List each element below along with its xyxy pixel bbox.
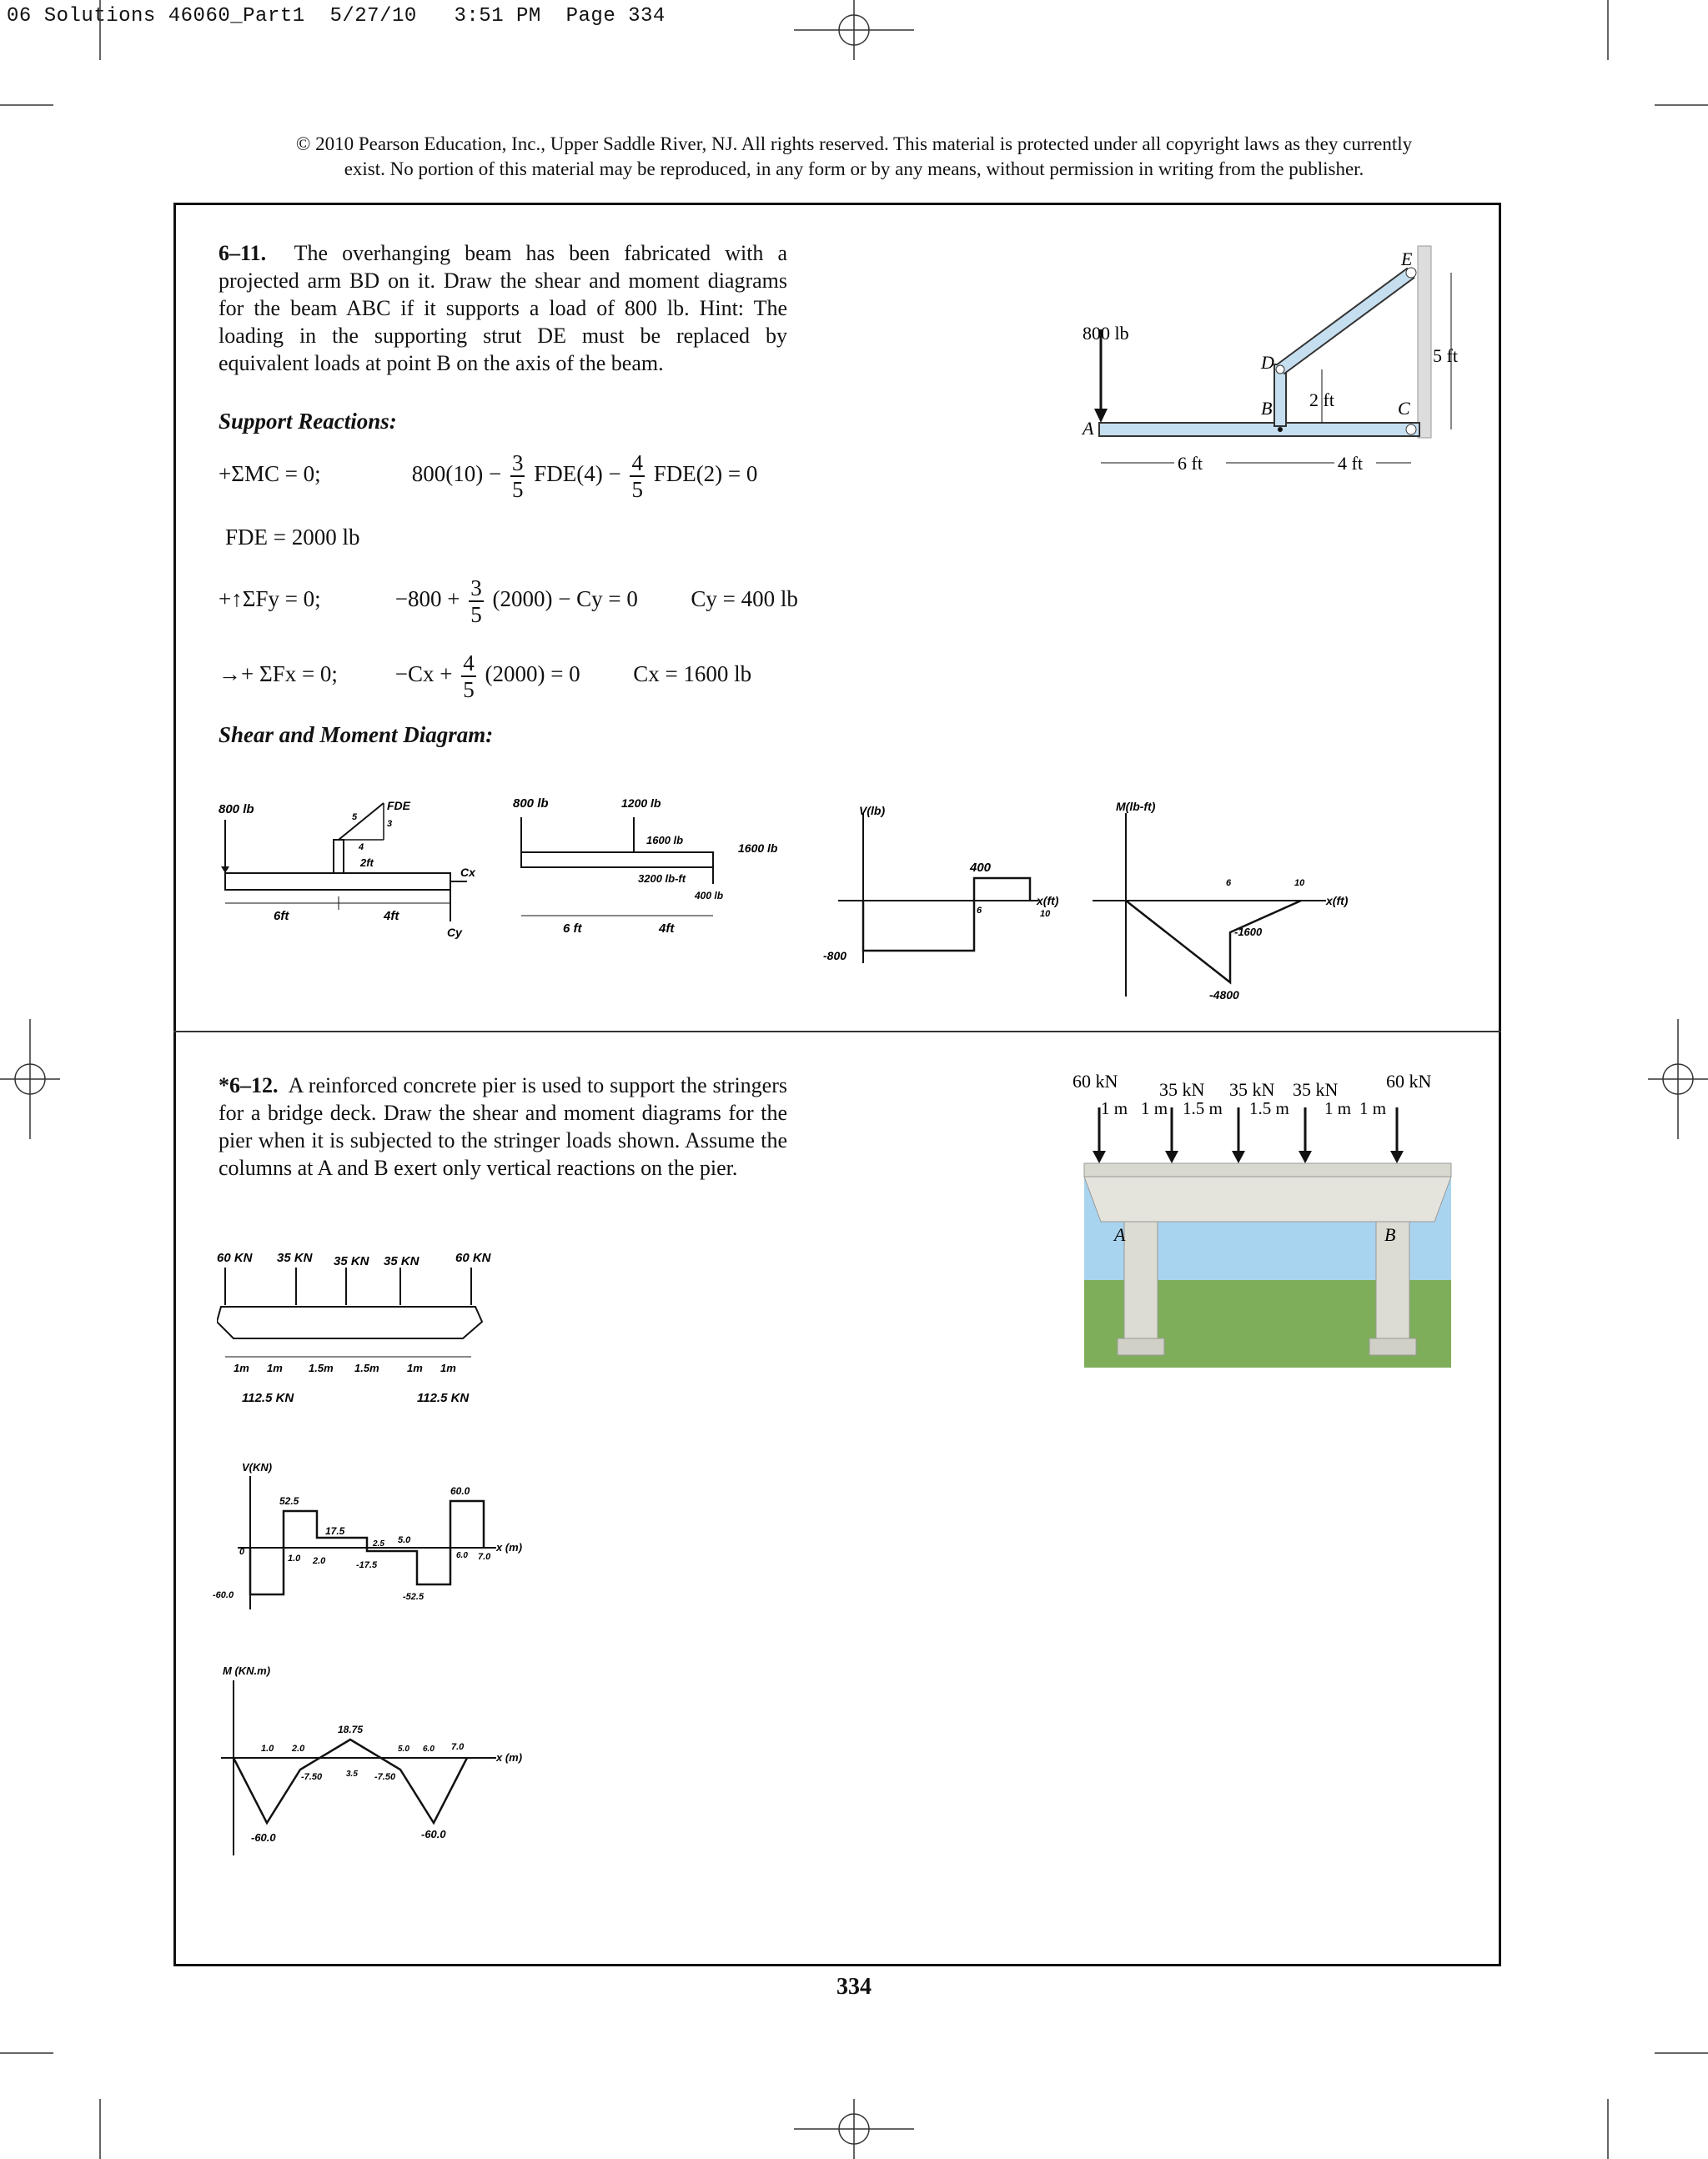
fbd612-load-5: 60 KN [455,1251,491,1265]
pier-dim-3: 1.5 m [1183,1098,1223,1118]
problem-611-text: The overhanging beam has been fabricated with a projected arm BD on it. Draw the shear and moment diagrams for the beam ABC if it supports a load of 800 lb. Hint: The loading in the supporting strut DE must be replaced by equivalent loads at point B on the axis of the beam. [219,241,787,375]
shear611-x6: 6 [977,906,982,916]
fbd612-dim-4: 1.5m [354,1362,379,1374]
fbd2-load: 800 lb [513,796,549,811]
fbd1-load-label: 800 lb [219,802,254,816]
moment611-xlabel: x(ft) [1326,894,1349,907]
fbd612-dim-6: 1m [440,1362,456,1374]
fbd612-load-1: 60 KN [217,1251,253,1265]
eq3-label: +↑ΣFy = 0; [219,586,321,612]
fbd612-load-2: 35 KN [277,1251,313,1265]
eq4-f-den: 5 [463,677,475,702]
problem-611-number: 6–11. [219,241,267,265]
load-label: 800 lb [1083,323,1129,344]
page-number: 334 [836,1974,872,2000]
shear611-ylabel: V(lb) [859,804,886,817]
fbd1-force-label: FDE [387,799,410,812]
fbd1-dim-6: 6ft [274,909,289,923]
shear612-l6: 0 [239,1547,245,1557]
equation-sum-fx [219,650,751,702]
fbd1-arm [334,840,344,873]
moment612-l4: 5.0 [398,1745,409,1754]
eq3-result: Cy = 400 lb [691,586,798,612]
pier-load-heads [1093,1151,1404,1163]
wall [1418,246,1431,438]
fbd2-dim-6: 6 ft [563,921,582,936]
fbd2-dim-4: 4ft [659,921,675,936]
eq4-label: →+ ΣFx = 0; [219,661,338,687]
moment612-l11: -60.0 [421,1828,446,1840]
pier-dim-5: 1 m [1324,1098,1352,1118]
label-a: A [1083,418,1094,439]
fbd-612-pier [217,1247,492,1413]
moment612-l3: 18.75 [338,1724,364,1735]
dim-6: 6 ft [1178,453,1203,474]
shear611-v-pos: 400 [970,861,992,875]
problem-612-text: A reinforced concrete pier is used to support the stringers for a bridge deck. Draw the shear and moment diagrams for the pier when it is subjected to the stringer loads shown. Assume the columns at A and B exert only vertical reactions on the pier. [219,1073,787,1180]
shear612-l10: 6.0 [456,1551,468,1560]
moment612-xlabel: x (m) [496,1751,523,1764]
eq3-fraction [469,575,484,627]
moment612-l1: 1.0 [261,1744,274,1754]
moment612-l9: -7.50 [374,1772,396,1782]
column-a [1124,1222,1158,1338]
fbd612-dim-5: 1m [407,1362,423,1374]
beam-abc [1099,423,1419,436]
pier-cap [1084,1177,1451,1222]
moment-diagram-612 [213,1659,546,1860]
eq4-part-b: (2000) = 0 [485,661,580,687]
eq1-fraction-2 [630,450,645,502]
fbd612-reaction-right: 112.5 KN [417,1391,470,1405]
strut-de [1280,273,1411,369]
footing-a [1118,1338,1164,1355]
label-e: E [1401,249,1413,269]
eq1-part-a: 800(10) − [411,461,502,487]
fbd1-beam [225,873,450,890]
equation-moment-c [219,450,757,502]
shear-diagram-612 [213,1451,546,1626]
label-c: C [1398,398,1410,419]
fbd1-ratio-5: 5 [352,812,358,822]
shear611-v-neg: -800 [823,949,847,962]
equation-sum-fy [219,575,798,627]
shear611-xlabel: x(ft) [1037,894,1059,907]
shear612-l3: 2.5 [373,1539,384,1549]
moment611-m2: -1600 [1234,926,1263,938]
moment612-l10: -60.0 [251,1831,276,1844]
eq3-f-num: 3 [470,575,482,600]
pier-dim-6: 1 m [1359,1098,1387,1118]
fbd2-horiz: 1600 lb [646,834,684,846]
copyright-line-1: © 2010 Pearson Education, Inc., Upper Saddle River, NJ. All rights reserved. This material is protected under all copyright laws as they currently [295,133,1413,154]
fbd1-force-line [339,803,384,840]
moment612-l8: 3.5 [346,1770,358,1779]
eq4-f-num: 4 [463,650,475,675]
pier-dim-4: 1.5 m [1249,1098,1289,1118]
fbd1-dim-4: 4ft [384,909,399,923]
moment612-ylabel: M (KN.m) [223,1664,271,1677]
shear612-xlabel: x (m) [496,1541,523,1554]
eq1-part-b: FDE(4) − [534,461,621,487]
eq4-fraction [461,650,476,702]
fbd612-reaction-left: 112.5 KN [242,1391,294,1405]
fbd-611-equivalent [513,792,796,951]
problem-611-statement [219,239,787,377]
shear612-l13: -52.5 [403,1592,424,1602]
eq1-f1-den: 5 [511,477,524,502]
shear612-l7: 1.0 [288,1554,301,1564]
pier-label-a: A [1114,1224,1126,1245]
label-b: B [1261,398,1273,419]
fbd612-load-arrows [225,1268,471,1305]
moment612-l7: -7.50 [301,1772,323,1782]
moment611-curve [1126,901,1301,982]
moment611-x6: 6 [1226,878,1232,888]
dim-2: 2 ft [1309,389,1334,410]
eq3-f-den: 5 [470,602,482,627]
label-d: D [1261,352,1274,373]
fbd2-moment: 3200 lb-ft [638,872,686,885]
fbd2-down: 400 lb [695,890,724,901]
fbd612-dim-3: 1.5m [309,1362,334,1374]
moment611-ylabel: M(lb-ft) [1116,800,1156,813]
shear612-l2: 17.5 [325,1525,345,1537]
shear612-l9: -17.5 [356,1560,378,1570]
eq1-label: +ΣMC = 0; [219,461,321,487]
fbd612-load-4: 35 KN [384,1254,419,1268]
shear-diagram-611 [821,796,1072,980]
pin-c [1406,424,1416,434]
eq1-f1-num: 3 [511,450,524,475]
pier-load-4: 35 kN [1293,1079,1339,1100]
fbd2-right: 1600 lb [738,841,778,855]
pier-dim-2: 1 m [1141,1098,1168,1118]
fbd612-pier-shape [217,1307,482,1338]
moment612-l2: 2.0 [292,1744,305,1754]
load-arrow-head [1094,409,1108,423]
shear612-l8: 2.0 [313,1556,326,1566]
pier-label-b: B [1384,1224,1396,1245]
shear612-l4: 5.0 [398,1535,411,1545]
eq4-part-a: −Cx + [394,661,453,687]
fbd1-ratio-4: 4 [359,842,364,852]
problem-612-statement [219,1072,787,1182]
moment612-l6: 7.0 [451,1742,465,1752]
eq1-f2-den: 5 [631,477,643,502]
fbd612-dim-1: 1m [234,1362,249,1374]
footing-b [1369,1338,1416,1355]
fbd2-up: 1200 lb [621,796,661,810]
moment611-m1: -4800 [1209,988,1239,1002]
print-slug: 06 Solutions 46060_Part1 5/27/10 3:51 PM Page 334 [7,5,666,28]
fbd612-load-3: 35 KN [334,1254,369,1268]
equation-fde-result: FDE = 2000 lb [225,525,360,550]
pier-load-5: 60 kN [1386,1071,1432,1092]
dim-4: 4 ft [1338,453,1363,474]
eq3-part-b: (2000) − Cy = 0 [492,586,638,612]
shear-moment-heading: Shear and Moment Diagram: [219,722,494,747]
dim-5: 5 ft [1433,345,1458,366]
eq1-fraction-1 [510,450,525,502]
problem-612-number: *6–12. [219,1073,279,1097]
deck-stringers [1084,1163,1451,1177]
fbd612-dim-2: 1m [267,1362,283,1374]
eq3-part-a: −800 + [394,586,460,612]
pier-load-3: 35 kN [1229,1079,1275,1100]
moment612-l5: 6.0 [423,1745,435,1754]
pin-d [1276,365,1284,374]
fbd2-beam [521,852,713,867]
shear612-l5: 60.0 [450,1485,470,1497]
fbd1-dim-2: 2ft [360,856,374,869]
fbd1-cy: Cy [447,926,462,939]
figure-611-beam [1068,238,1484,488]
support-reactions-heading: Support Reactions: [219,409,397,434]
shear611-curve [863,878,1030,951]
shear612-l11: 7.0 [478,1552,491,1562]
moment611-x10: 10 [1294,878,1305,888]
problem-divider [173,1031,1501,1032]
eq1-part-c: FDE(2) = 0 [653,461,758,487]
pier-load-1: 60 kN [1073,1071,1118,1092]
pier-dim-1: 1 m [1101,1098,1128,1118]
shear612-l12: -60.0 [213,1590,234,1600]
fbd1-load-head [221,866,229,873]
moment-diagram-611 [1076,792,1401,1009]
eq1-f2-num: 4 [631,450,643,475]
eq4-result: Cx = 1600 lb [633,661,752,687]
shear611-x10: 10 [1040,909,1051,919]
fbd-611-beam [217,796,475,946]
figure-612-pier [1051,1067,1468,1376]
copyright-line-2: exist. No portion of this material may be reproduced, in any form or by any means, without permission in writing from the publisher. [344,158,1364,179]
shear612-l1: 52.5 [279,1495,299,1507]
pier-load-2: 35 kN [1159,1079,1205,1100]
fbd1-cx: Cx [460,866,475,879]
copyright-notice [0,132,1708,182]
shear612-ylabel: V(KN) [242,1461,273,1474]
point-b [1278,427,1283,432]
fbd1-ratio-3: 3 [387,819,393,829]
